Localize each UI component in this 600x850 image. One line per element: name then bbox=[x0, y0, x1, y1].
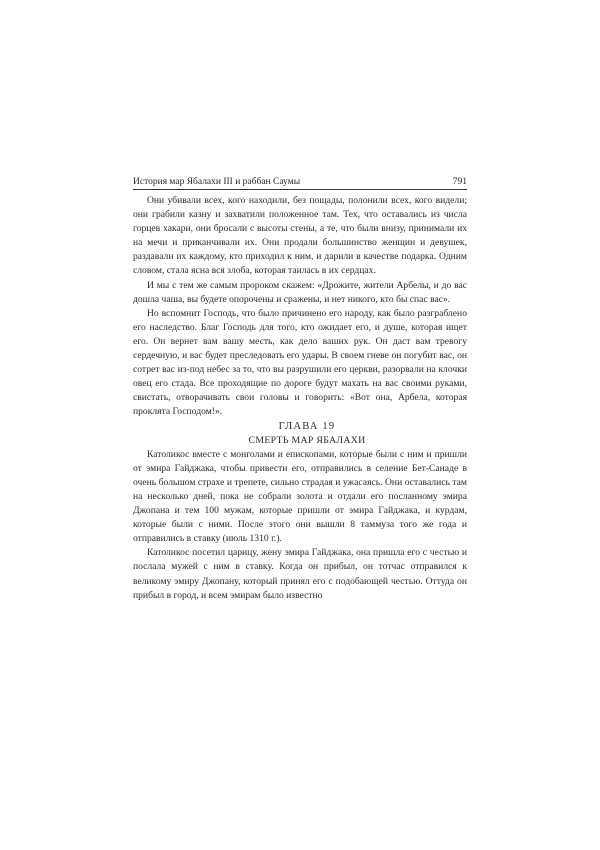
paragraph: Католикос посетил царицу, жену эмира Гайджака, она пришла его с честью и послала мужей с ним в ставку. Когда он прибыл, он тотчас отправился к великому эмиру Джопану, который принял его с подобающей честью. Оттуда он прибыл в город, и всем эмирам было известно bbox=[133, 547, 467, 601]
chapter-title: СМЕРТЬ МАР ЯБАЛАХИ bbox=[248, 434, 366, 446]
chapter-number: ГЛАВА 19 bbox=[278, 420, 336, 432]
paragraph: И мы с тем же самым пророком скажем: «Дрожите, жители Арбелы, и до вас дошла чаша, вы будете опорочены и сражены, и нет никого, кто бы спас вас». bbox=[133, 279, 467, 305]
page-number: 791 bbox=[452, 177, 467, 187]
paragraph: Но вспомнит Господь, что было причинено его народу, как было разграблено его наследство. Благ Господь для того, кто ожидает его, и душе, которая ищет его. Он вернет вам вашу месть, как дело ваших рук. Он даст вам тревогу сердечную, и вас будет преследовать его удары. В своем гневе он погубит вас, он сотрет вас из-под небес за то, что вы разрушили его церкви, разорвали на клочки овец его стада. Все проходящие по дороге будут махать на вас своими руками, свистать, отворачивать свои головы и говорить: «Вот она, Арбела, которая проклята Господом!». bbox=[133, 307, 467, 418]
running-header bbox=[133, 177, 467, 190]
page-body bbox=[133, 194, 467, 603]
paragraph: Они убивали всех, кого находили, без пощады, полонили всех, кого видели; они грабили казну и захватили положенное там. Тех, что оставались из числа горцев хакари, они бросали с высоты стены, а те, что были внизу, принимали их на мечи и приканчивали их. Они продали большинство женщин и девушек, раздавали их каждому, кто приходил к ним, и дарили в качестве подарка. Одним словом, стала ясна вся злоба, которая таилась в их сердцах. bbox=[133, 195, 467, 277]
running-title: История мар Ябалахи III и раббан Саумы bbox=[133, 177, 301, 187]
paragraph: Католикос вместе с монголами и епископами, которые были с ним и пришли от эмира Гайджака, чтобы привести его, отправились в селение Бет-Санаде в очень большом страхе и трепете, сильно страдая и ужасаясь. Они оставались там на несколько дней, пока не собрали золота и отдали его посланному эмира Джопана и тем 100 мужам, которые пришли от эмира Гайджака, и курдам, которые были с ними. После этого они вышли 8 таммуза того же года и отправились в ставку (июль 1310 г.). bbox=[133, 448, 467, 545]
